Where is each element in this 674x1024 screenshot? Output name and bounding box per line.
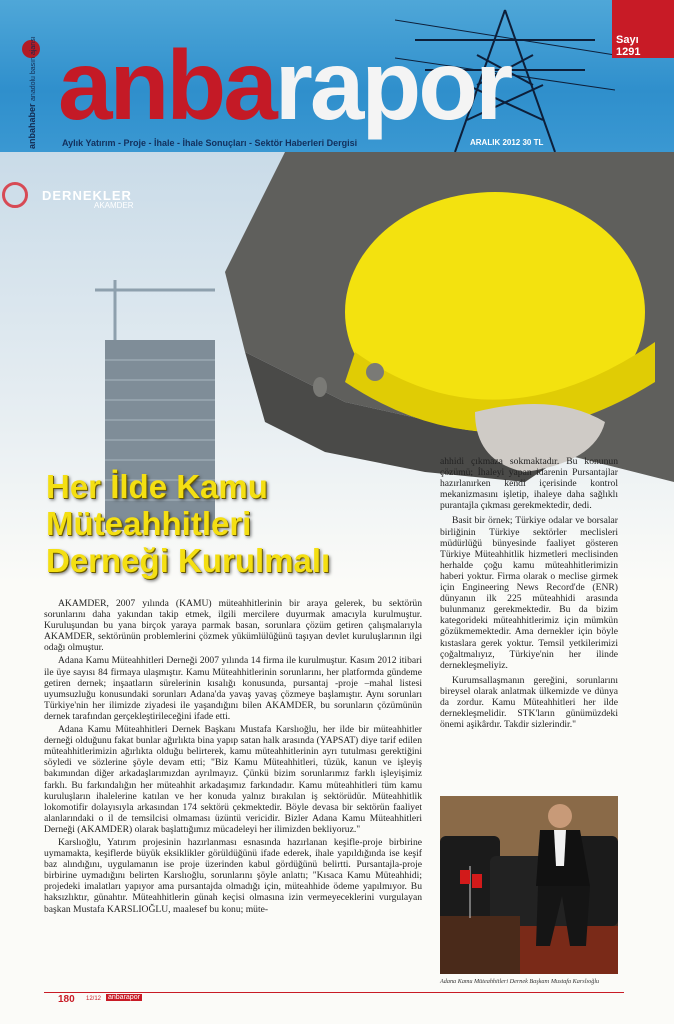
portrait-photo	[440, 796, 618, 974]
headline-line: Müteahhitleri	[46, 505, 252, 542]
paragraph: ahhidi çıkmaza sokmaktadır. Bu konunun çözümü; İhaleyi yapan idarenin Pursantajlar hazırlanırken kendi içerisinde kontrol mekanizmasını işletip, ihaleye daha sağlıklı purantajla çıkması gerekmektedir, dedi.	[440, 456, 618, 512]
anbahaber-logo	[14, 36, 48, 149]
section-category: DERNEKLER	[42, 188, 132, 203]
paragraph: Basit bir örnek; Türkiye odalar ve borsalar birliğinin Türkiye sektörler meclisleri müdürlüğü bünyesinde faaliyet gösteren Türkiye Müteahhitlik hizmetleri meclisinden herhalde çoğu kamu müteahhitlerimizin haberi yoktur. Firma olarak o meclise girmek için Engineering News Record'de (ENR) dünyanın ilk 225 müteahhidi arasında bulunmanız gerekmektedir. Bu da bizim kategorideki müteahhitlerimiz için mümkün gözükmemektedir. Ama dernekler için böyle kıstaslara gerek yoktur. Temsil yetkilerimizi çoğaltmalıyız, Türkiye'nin her ilinde dernekleşmeliyiz.	[440, 515, 618, 671]
paragraph: Adana Kamu Müteahhitleri Derneği 2007 yılında 14 firma ile kurulmuştur. Kasım 2012 itibari ile üye sayısı 84 firmaya ulaşmıştır. Kamu Müteahhitlerinin sorunlarını, her platformda gündeme getiren dernek; inşaatların sürelerinin kısalığı konusunda, pursantaj -proje –mahal listesi uyumsuzluğu konusundaki sorunları Adana'da yavaş yavaş çözmeye başlamıştır. Aynı sorunları Türkiye'nin her ilimizde ziyadesi ile yaşandığını bilen AKAMDER, bu sorunların çözümünün dernek tarafından gerçekleştirileceğini ifade etti.	[44, 655, 422, 722]
headline-line: Derneği Kurulmalı	[46, 542, 331, 579]
paragraph: Kurumsallaşmanın gereğini, sorunlarını bireysel olarak anlatmak ülkemizde ve dünya da zordur. Kamu Müteahhitleri her ilde dernekleşmelidir. STK'ların günümüzdeki önemi aşikârdır. Takdir sizlerindir."	[440, 674, 618, 731]
article-body-left	[44, 598, 422, 917]
section-logo-icon	[2, 182, 28, 208]
paragraph: AKAMDER, 2007 yılında (KAMU) müteahhitlerinin bir araya gelerek, bu sektörün sorunlarını daha yakından takip etmek, ilgili mercilere duyurmak amacıyla kurulmuştur. Kuruluşundan bu yana birçok yaraya parmak basan, sorunlara çözüm getiren çalışmalarıyla AKAMDER, sektörünün problemlerini çözmek yükümlülüğünü taşıyan devlet kuruluşlarının ilgi odağı olmuştur.	[44, 598, 422, 654]
photo-caption: Adana Kamu Müteahhitleri Dernek Başkanı Mustafa Karslıoğlu	[440, 978, 600, 985]
brand-white-part: rapor	[274, 30, 511, 140]
headline-line: Her İlde Kamu	[46, 468, 268, 505]
article-body-right	[440, 456, 618, 734]
footer-edition: 12/12	[86, 996, 102, 1002]
paragraph: Adana Kamu Müteahhitleri Dernek Başkanı Mustafa Karslıoğlu, her ilde bir müteahhitler derneği olduğunu fakat bunlar ağırlıkta bina yapıp satan halk arasında (YAPSAT) diye tarif edilen müteahhitlerimizin ağırlıkta olduğu belirterek, kamu müteahhitlerinin ayrı tutulması gerektiğini söyledi ve sözlerine şöyle devam etti; "Biz Kamu Müteahhitleri, tüzük, kanun ve işleyiş bakımından diğer arkadaşlarımızdan ayrılmayız. Çünkü bizim sorunlarımız farklı işleyişimiz farklı. Bu farkındalığın her müteahhit arkadaşımız farkındadır. Kamu müteahhitleri tüm kamu kuruluşların ihalelerine katılan ve her konuda yalnız bırakılan iş sektörüdür. Müteahhitlik lokomotifir dolayısıyla arkasından 174 sektörü çekmektedir. Böyle devasa bir sektörün faaliyet alanlarındaki o il de temsilcisi olmaması üzüntü vericidir. Bizler Adana Kamu Müteahhitleri Derneği (AKAMDER) olarak başlattığımız mücadeleyi her ilimizden bekliyoruz."	[44, 724, 422, 835]
side-brand-label: anbahaber anadolu basın ajansı	[27, 36, 37, 149]
article-headline	[46, 468, 426, 579]
footer-rule	[44, 992, 624, 993]
magazine-logo	[58, 30, 510, 140]
issue-label: Sayı	[616, 34, 639, 46]
paragraph: Karslıoğlu, Yatırım projesinin hazırlanması esnasında hazırlanan keşifle-proje birbirine uymamakta, keşiflerde büyük eksiklikler görüldüğünü ifade ederek, ihale yapıldığında ise keşif baz alındığını, uygulamanın ise proje üzerinden kabul gördüğünü belirtti. Pursantajla-proje birbirine uymadığını belirten Karslıoğlu, sorunlarını şöyle anlattı; "Kısaca Kamu Müteahhidi; projedeki imalatları yapıyor ama pursantajda olmadığı için, müteahhide ödeme yapılmıyor. Bu haksızlıktır, günahtır. Müteahhitlerin günah keçisi olmasına izin vermeyeceklerini vurgulayan başkan Mustafa KARSLIOĞLU, maalesef bu konu; müte-	[44, 836, 422, 915]
issue-badge	[612, 0, 674, 58]
masthead	[0, 0, 674, 152]
brand-red-part: anba	[58, 30, 275, 140]
page-number: 180	[58, 994, 75, 1005]
footer-magazine-name: anbarapor	[108, 994, 140, 1001]
masthead-tagline: Aylık Yatırım - Proje - İhale - İhale Sonuçları - Sektör Haberleri Dergisi	[62, 138, 358, 148]
page-footer	[44, 992, 624, 1006]
section-subcategory: AKAMDER	[94, 201, 134, 210]
issue-number: 1291	[616, 46, 641, 58]
issue-date-price: ARALIK 2012 30 TL	[470, 138, 544, 147]
